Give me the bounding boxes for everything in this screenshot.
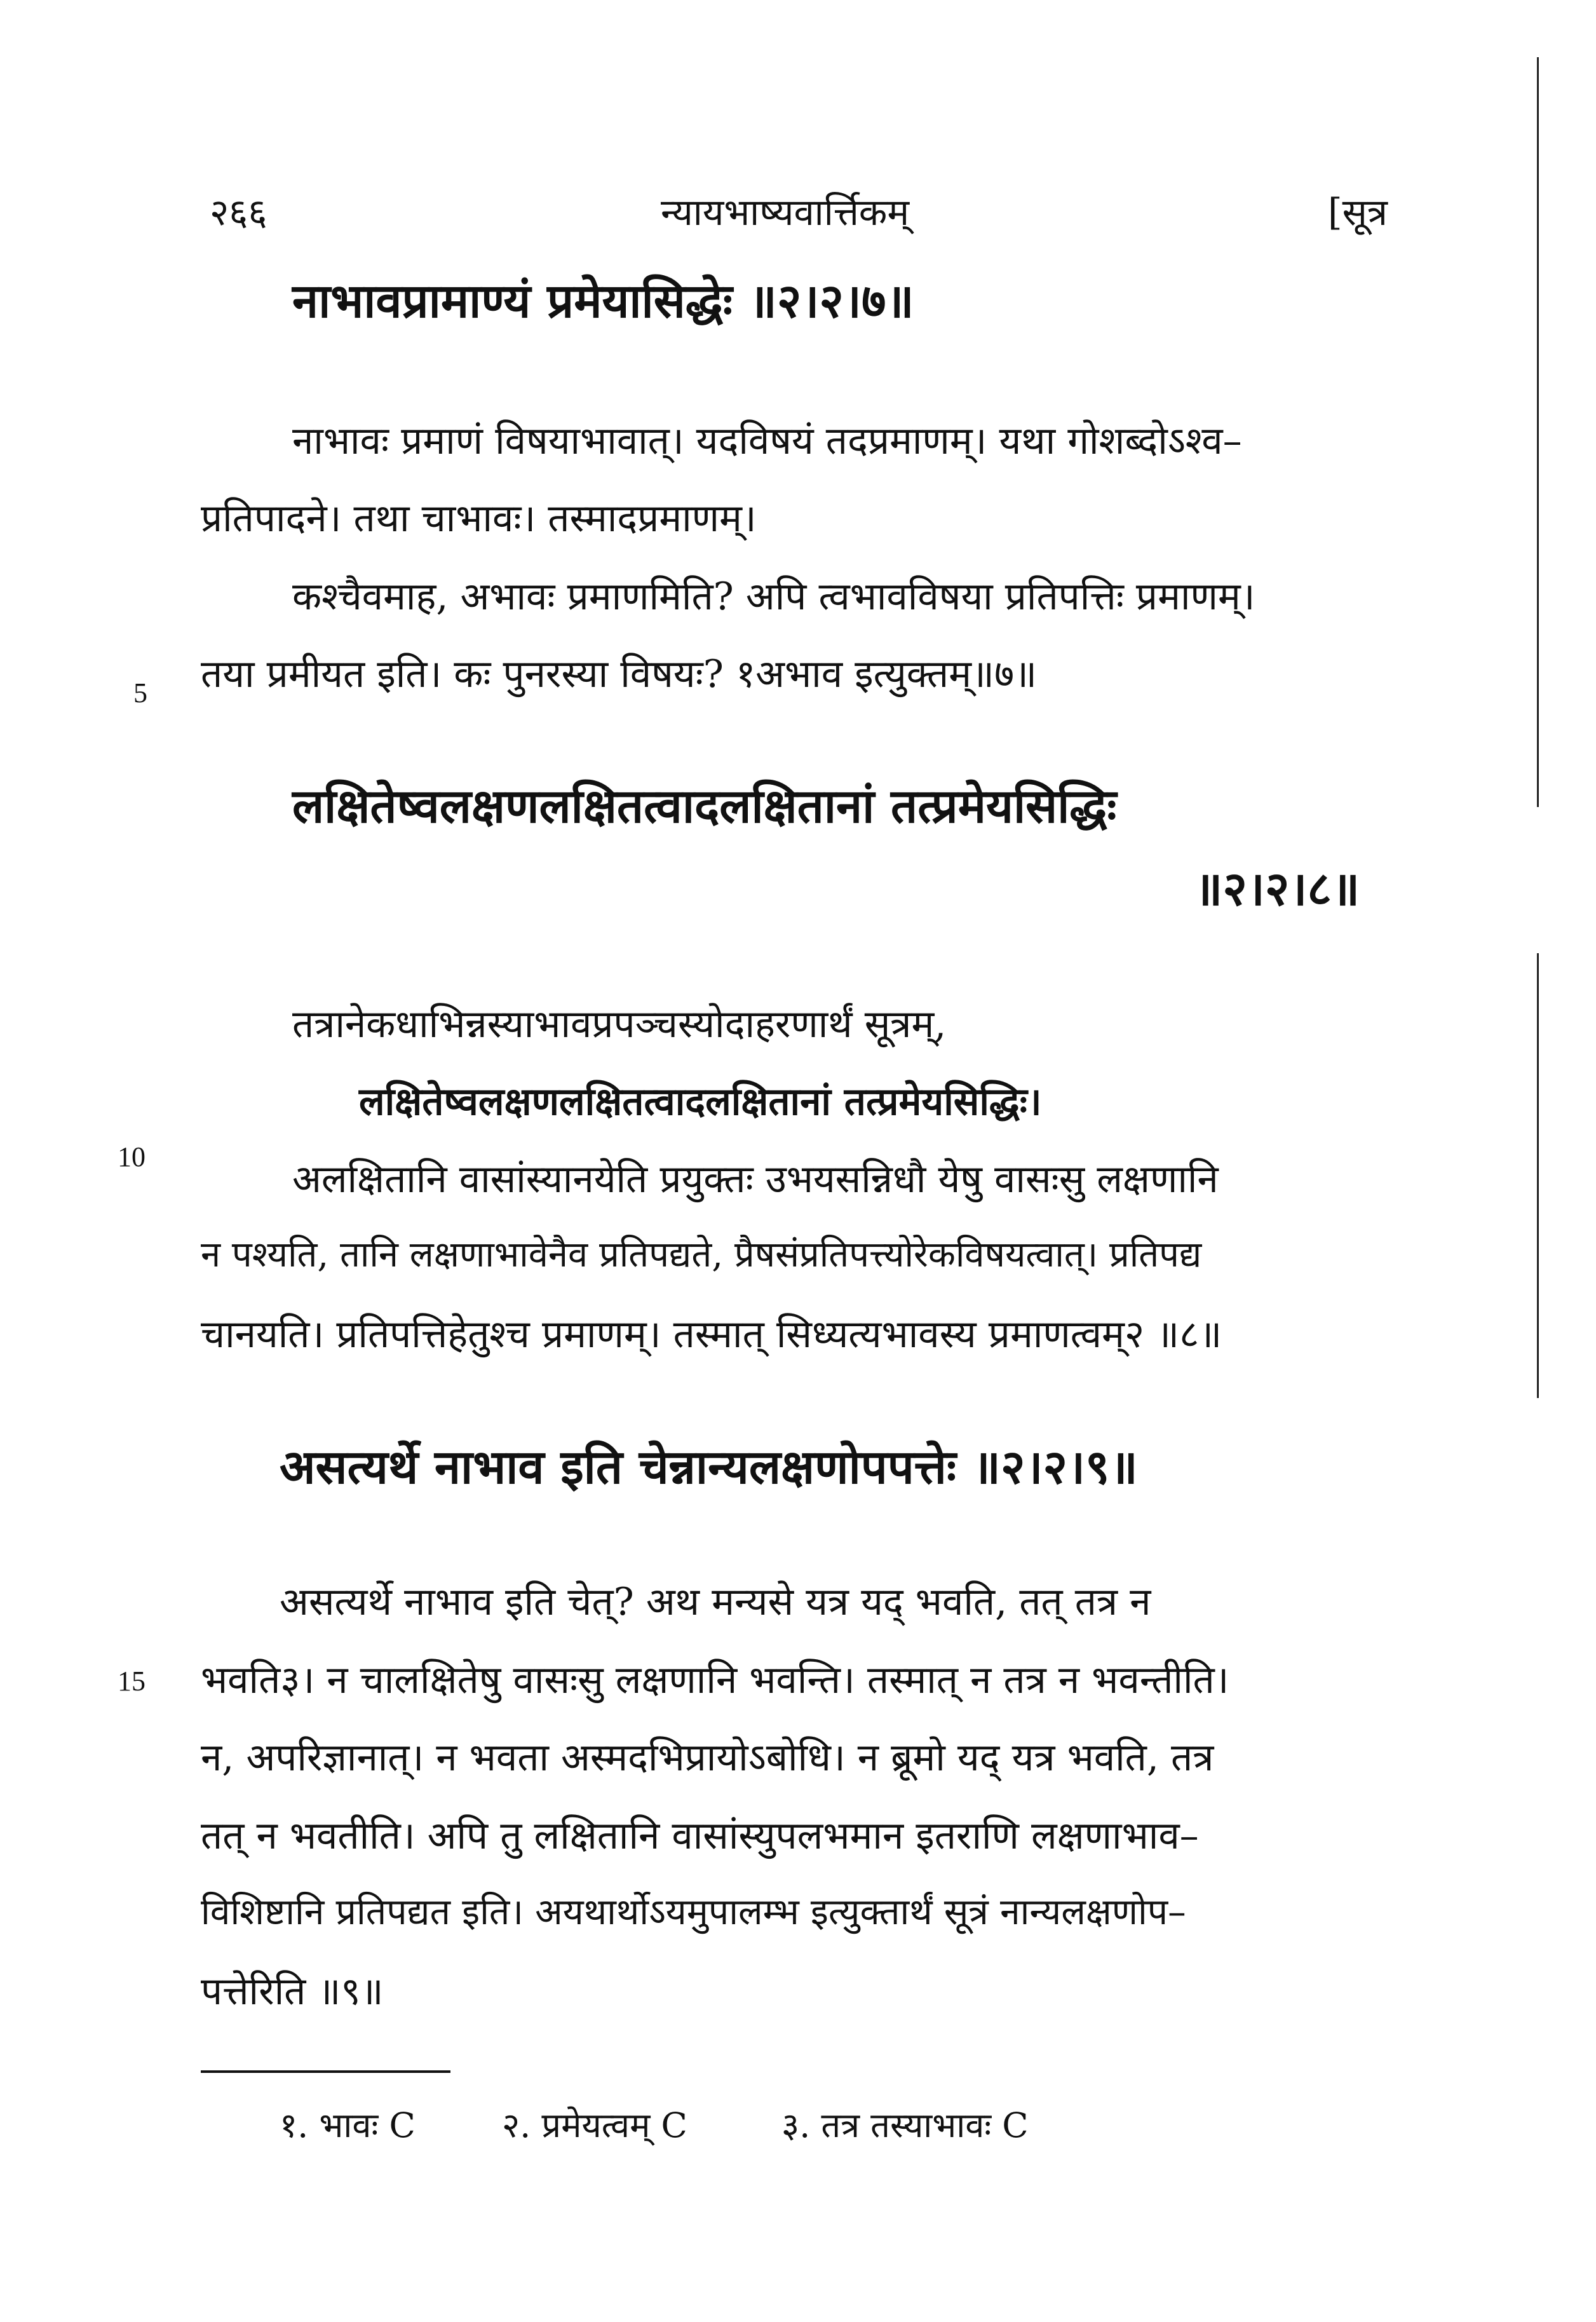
sutra-heading: लक्षितेष्वलक्षणलक्षितत्वादलक्षितानां तत्प्रमेयसिद्धिः xyxy=(292,779,1117,834)
footnote: १. भावः C xyxy=(280,2105,416,2145)
commentary-line: पत्तेरिति ॥९॥ xyxy=(201,1969,384,2014)
sutra-number: ॥२।२।८॥ xyxy=(1194,862,1360,916)
sutra-heading: नाभावप्रामाण्यं प्रमेयासिद्धेः ॥२।२।७॥ xyxy=(292,274,914,329)
page-edge-line xyxy=(1537,57,1539,807)
sutra-heading: असत्यर्थे नाभाव इति चेन्नान्यलक्षणोपपत्तेः ॥२।२।९॥ xyxy=(280,1440,1138,1495)
footnote: २. प्रमेयत्वम् C xyxy=(502,2105,687,2145)
section-marker: [सूत्र xyxy=(1328,191,1388,234)
commentary-line: तत् न भवतीति। अपि तु लक्षितानि वासांस्युपलभमान इतराणि लक्षणाभाव– xyxy=(201,1814,1199,1858)
commentary-line: असत्यर्थे नाभाव इति चेत्? अथ मन्यसे यत्र यद् भवति, तत् तत्र न xyxy=(280,1580,1151,1624)
commentary-line: अलक्षितानि वासांस्यानयेति प्रयुक्तः उभयसन्निधौ येषु वासःसु लक्षणानि xyxy=(292,1157,1219,1202)
commentary-line: तत्रानेकधाभिन्नस्याभावप्रपञ्चस्योदाहरणार्थं सूत्रम्, xyxy=(292,1002,947,1047)
commentary-line: चानयति। प्रतिपत्तिहेतुश्च प्रमाणम्। तस्मात् सिध्यत्यभावस्य प्रमाणत्वम्२ ॥८॥ xyxy=(201,1312,1222,1357)
commentary-line: कश्चैवमाह, अभावः प्रमाणमिति? अपि त्वभावविषया प्रतिपत्तिः प्रमाणम्। xyxy=(292,574,1255,619)
commentary-line: न, अपरिज्ञानात्। न भवता अस्मदभिप्रायोऽबोधि। न ब्रूमो यद् यत्र भवति, तत्र xyxy=(201,1735,1214,1780)
footnote: ३. तत्र तस्याभावः C xyxy=(781,2105,1029,2145)
quoted-sutra: लक्षितेष्वलक्षणलक्षितत्वादलक्षितानां तत्प्रमेयसिद्धिः। xyxy=(359,1080,1042,1124)
commentary-line: तया प्रमीयत इति। कः पुनरस्या विषयः? १अभाव इत्युक्तम्॥७॥ xyxy=(201,652,1038,696)
page-number: २६६ xyxy=(210,191,267,234)
commentary-line: न पश्यति, तानि लक्षणाभावेनैव प्रतिपद्यते, प्रैषसंप्रतिपत्त्योरेकविषयत्वात्। प्रतिपद्य xyxy=(201,1234,1202,1275)
commentary-line: प्रतिपादने। तथा चाभावः। तस्मादप्रमाणम्। xyxy=(201,496,757,541)
line-number: 5 xyxy=(133,677,147,709)
commentary-line: नाभावः प्रमाणं विषयाभावात्। यदविषयं तदप्रमाणम्। यथा गोशब्दोऽश्व– xyxy=(292,419,1242,463)
footnote-rule xyxy=(201,2070,450,2073)
commentary-line: विशिष्टानि प्रतिपद्यत इति। अयथार्थोऽयमुपालम्भ इत्युक्तार्थं सूत्रं नान्यलक्षणोप– xyxy=(201,1891,1186,1933)
line-number: 10 xyxy=(118,1141,145,1172)
commentary-line: भवति३। न चालक्षितेषु वासःसु लक्षणानि भवन्ति। तस्मात् न तत्र न भवन्तीति। xyxy=(201,1658,1229,1702)
running-title: न्यायभाष्यवार्त्तिकम् xyxy=(661,191,910,234)
line-number: 15 xyxy=(118,1666,145,1697)
page-edge-line-lower xyxy=(1537,953,1539,1398)
